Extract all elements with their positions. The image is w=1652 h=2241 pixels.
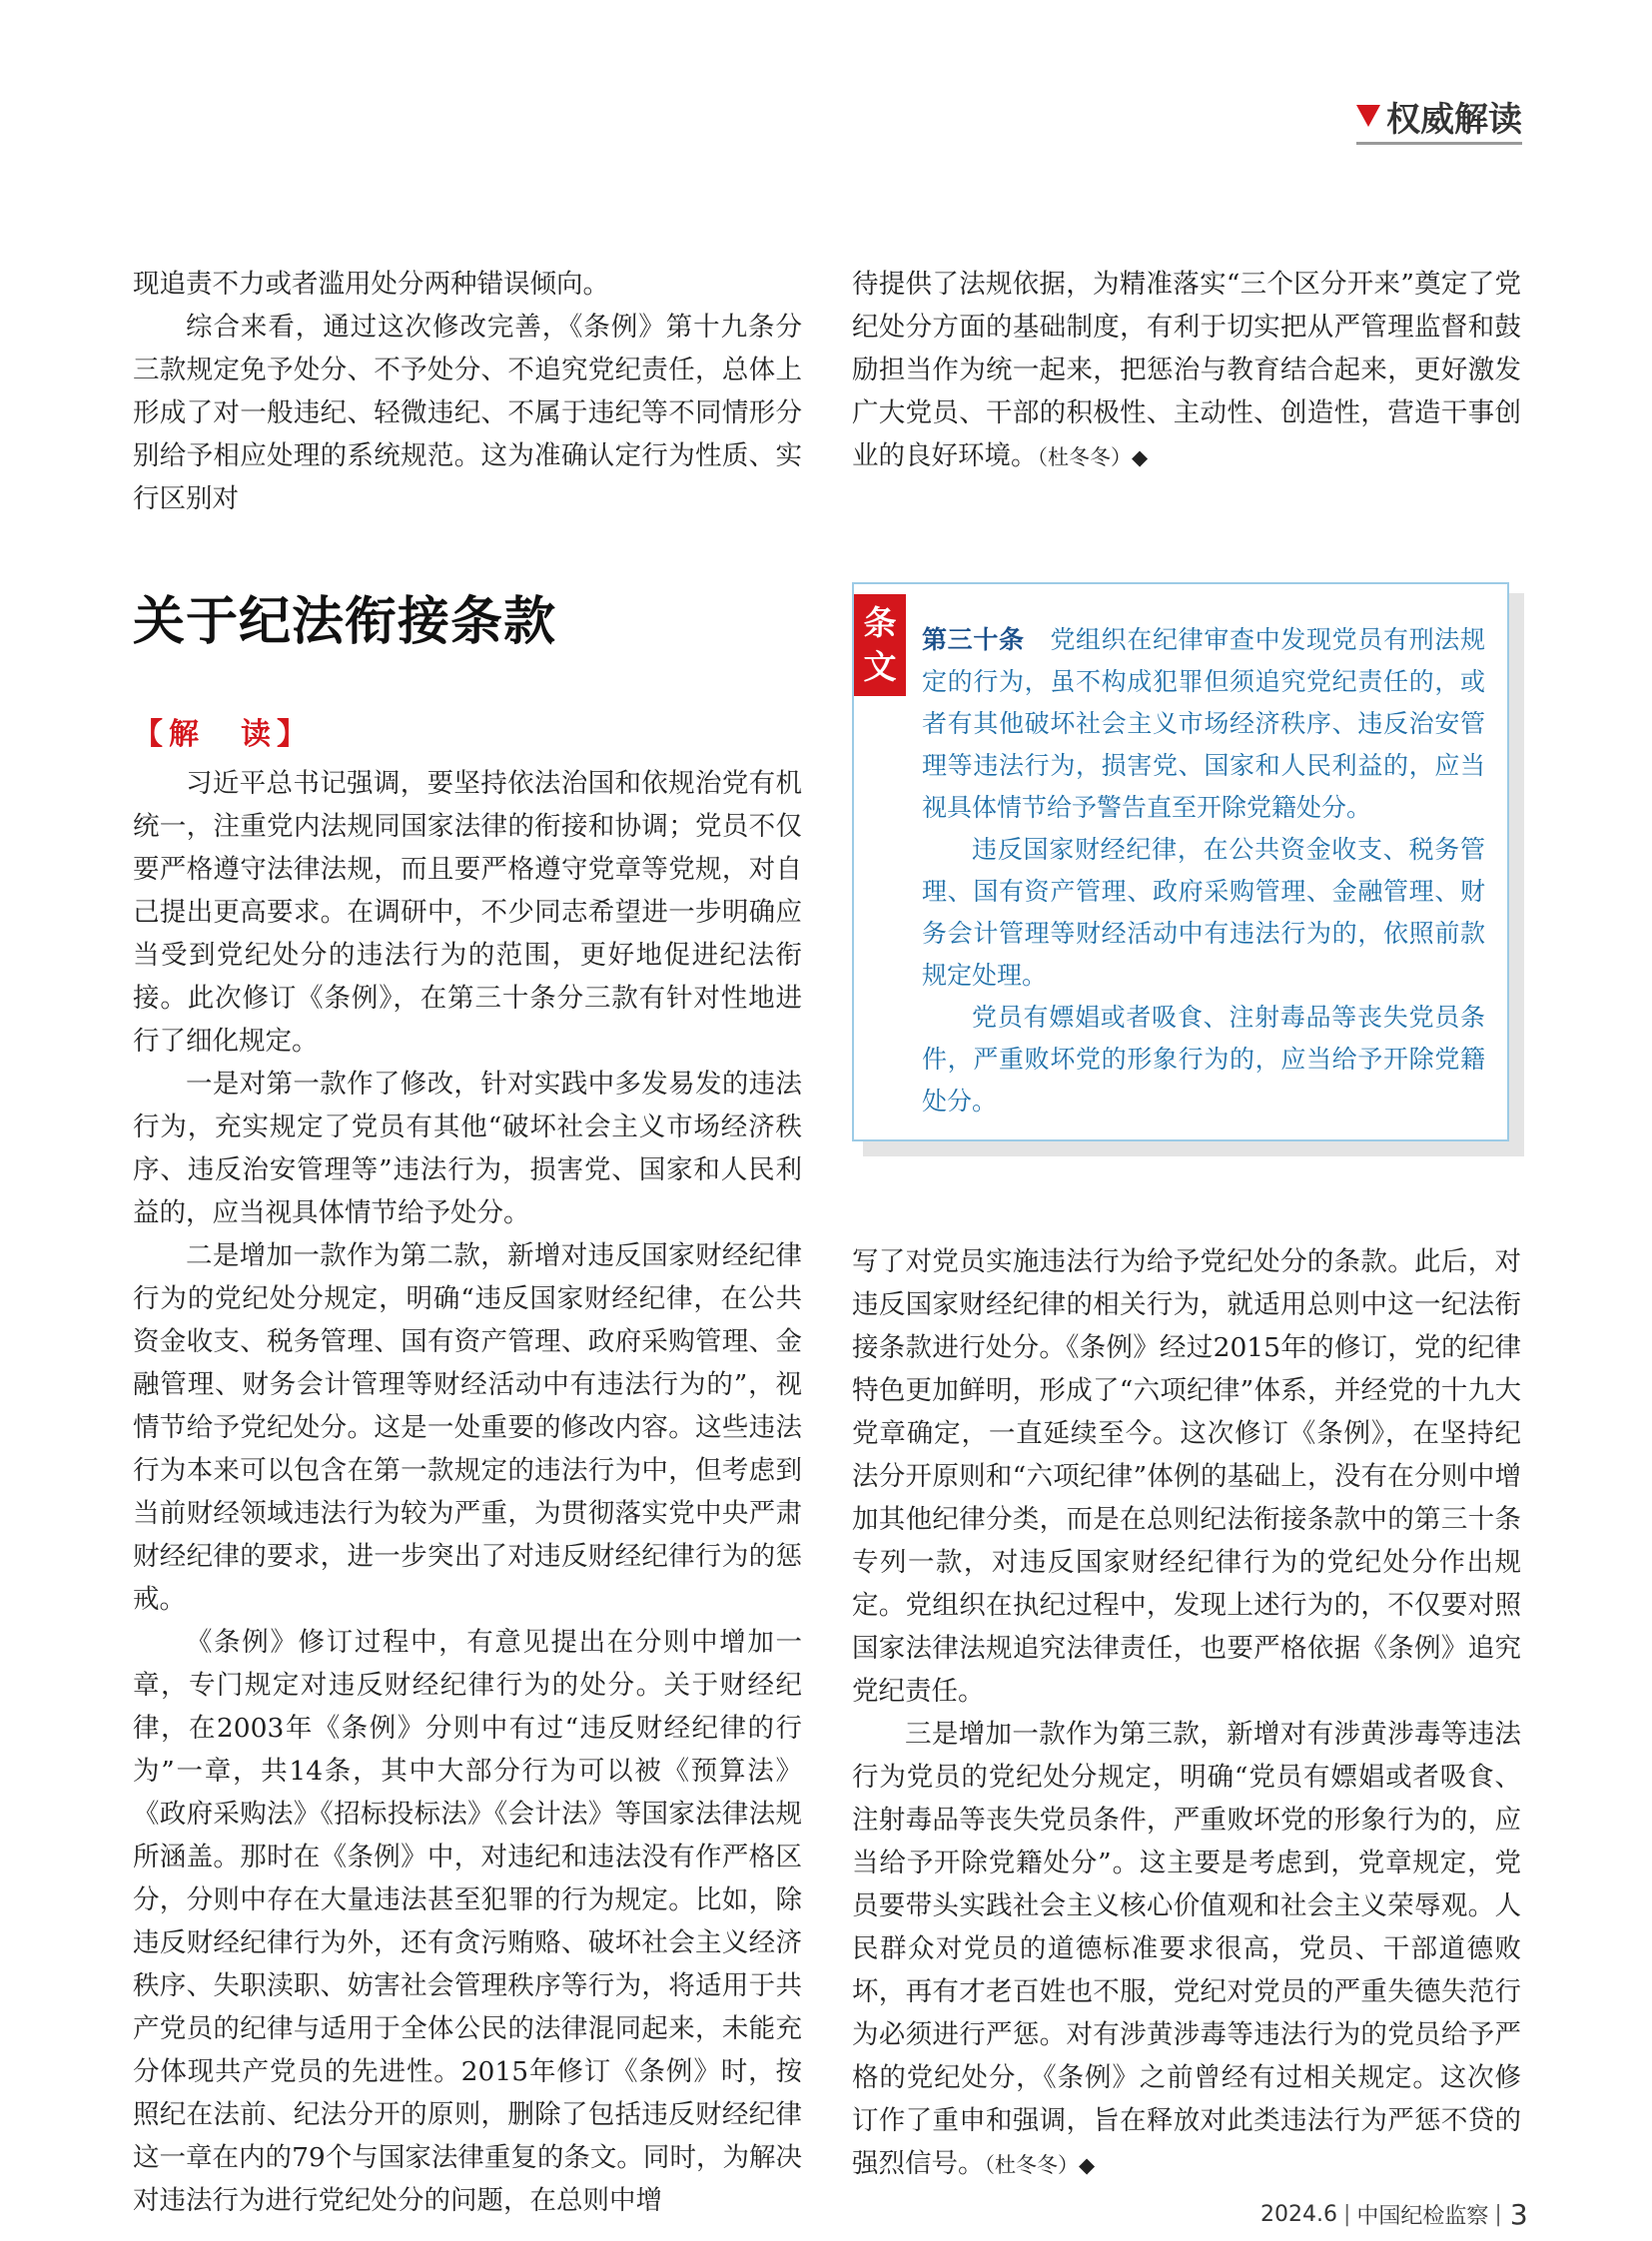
footer-divider: | [1342, 2202, 1351, 2227]
paragraph: 写了对党员实施违法行为给予党纪处分的条款。此后，对违反国家财经纪律的相关行为，就适用总则中这一纪法衔接条款进行处分。《条例》经过2015年的修订，党的纪律特色更加鲜明，形成了“六项纪律”体系，并经党的十九大党章确定，一直延续至今。这次修订《条例》，在坚持纪法分开原则和“六项纪律”体例的基础上，没有在分则中增加其他纪律分类，而是在总则纪法衔接条款中的第三十条专列一款，对违反国家财经纪律行为的党纪处分作出规定。党组织在执纪过程中，发现上述行为的，不仅要对照国家法律法规追究法律责任，也要严格依据《条例》追究党纪责任。 [852, 1246, 1521, 1707]
author-signature: （杜冬冬）◆ [1037, 445, 1149, 469]
paragraph: 现追责不力或者滥用处分两种错误倾向。 [133, 269, 609, 300]
left-column [133, 762, 802, 2222]
article-text [922, 619, 1485, 1122]
article-label [854, 594, 906, 696]
top-left-column [133, 263, 802, 520]
paragraph: 《条例》修订过程中，有意见提出在分则中增加一章，专门规定对违反财经纪律行为的处分。关于财经纪律，在2003年《条例》分则中有过“违反财经纪律的行为”一章，共14条，其中大部分行为可以被《预算法》《政府采购法》《招标投标法》《会计法》等国家法律法规所涵盖。那时在《条例》中，对违纪和违法没有作严格区分，分则中存在大量违法甚至犯罪的行为规定。比如，除违反财经纪律行为外，还有贪污贿赂、破坏社会主义经济秩序、失职渎职、妨害社会管理秩序等行为，将适用于共产党员的纪律与适用于全体公民的法律混同起来，未能充分体现共产党员的先进性。2015年修订《条例》时，按照纪在法前、纪法分开的原则，删除了包括违反财经纪律这一章在内的79个与国家法律重复的条文。同时，为解决对违法行为进行党纪处分的问题，在总则中增 [133, 1627, 802, 2216]
paragraph: 习近平总书记强调，要坚持依法治国和依规治党有机统一，注重党内法规同国家法律的衔接和协调；党员不仅要严格遵守法律法规，而且要严格遵守党章等党规，对自己提出更高要求。在调研中，不少同志希望进一步明确应当受到党纪处分的违法行为的范围，更好地促进纪法衔接。此次修订《条例》，在第三十条分三款有针对性地进行了细化规定。 [133, 768, 802, 1057]
jiedu-label: 【解 读】 [133, 717, 313, 752]
section-tag-label: 权威解读 [1386, 99, 1522, 140]
paragraph: 一是对第一款作了修改，针对实践中多发易发的违法行为，充实规定了党员有其他“破坏社会主义市场经济秩序、违反治安管理等”违法行为，损害党、国家和人民利益的，应当视具体情节给予处分。 [133, 1069, 802, 1228]
author-signature: （杜冬冬）◆ [984, 2153, 1096, 2177]
paragraph-text: 三是增加一款作为第三款，新增对有涉黄涉毒等违法行为党员的党纪处分规定，明确“党员有嫖娼或者吸食、注射毒品等丧失党员条件，严重败坏党的形象行为的，应当给予开除党籍处分”。这主要是考虑到，党章规定，党员要带头实践社会主义核心价值观和社会主义荣辱观。人民群众对党员的道德标准要求很高，党员、干部道德败坏，再有才老百姓也不服，党纪对党员的严重失德失范行为必须进行严惩。对有涉黄涉毒等违法行为的党员给予严格的党纪处分，《条例》之前曾经有过相关规定。这次修订作了重申和强调，旨在释放对此类违法行为严惩不贷的强烈信号。 [852, 1719, 1521, 2179]
top-right-column [852, 263, 1521, 479]
paragraph [852, 1713, 1521, 2187]
article-label-char: 条 [863, 603, 897, 642]
magazine-name: 中国纪检监察 [1356, 2204, 1489, 2229]
section-tag [1356, 94, 1522, 145]
article-paragraph: 党员有嫖娼或者吸食、注射毒品等丧失党员条件，严重败坏党的形象行为的，应当给予开除党籍处分。 [922, 1003, 1485, 1116]
section-heading: 关于纪法衔接条款 [133, 592, 557, 652]
right-column [852, 1240, 1521, 2187]
article-paragraph: 违反国家财经纪律，在公共资金收支、税务管理、国有资产管理、政府采购管理、金融管理、财务会计管理等财经活动中有违法行为的，依照前款规定处理。 [922, 835, 1485, 990]
page-footer [1260, 2198, 1528, 2231]
paragraph: 综合来看，通过这次修改完善，《条例》第十九条分三款规定免予处分、不予处分、不追究党纪责任，总体上形成了对一般违纪、轻微违纪、不属于违纪等不同情形分别给予相应处理的系统规范。这为准确认定行为性质、实行区别对 [133, 312, 802, 514]
triangle-down-icon [1356, 105, 1380, 127]
paragraph-text: 待提供了法规依据，为精准落实“三个区分开来”奠定了党纪处分方面的基础制度，有利于切实把从严管理监督和鼓励担当作为统一起来，把惩治与教育结合起来，更好激发广大党员、干部的积极性、主动性、创造性，营造干事创业的良好环境。 [852, 269, 1521, 471]
paragraph [852, 263, 1521, 479]
article-paragraph [922, 619, 1485, 829]
paragraph: 二是增加一款作为第二款，新增对违反国家财经纪律行为的党纪处分规定，明确“违反国家财经纪律，在公共资金收支、税务管理、国有资产管理、政府采购管理、金融管理、财务会计管理等财经活动中有违法行为的”，视情节给予党纪处分。这是一处重要的修改内容。这些违法行为本来可以包含在第一款规定的违法行为中，但考虑到当前财经领域违法行为较为严重，为贯彻落实党中央严肃财经纪律的要求，进一步突出了对违反财经纪律行为的惩戒。 [133, 1240, 802, 1615]
issue-date: 2024.6 [1260, 2202, 1337, 2227]
article-paragraph-text: 党组织在纪律审查中发现党员有刑法规定的行为，虽不构成犯罪但须追究党纪责任的，或者有其他破坏社会主义市场经济秩序、违反治安管理等违法行为，损害党、国家和人民利益的，应当视具体情节给予警告直至开除党籍处分。 [922, 625, 1485, 822]
article-number: 第三十条 [922, 625, 1025, 654]
page-number: 3 [1509, 2198, 1528, 2231]
article-label-char: 文 [863, 647, 897, 686]
footer-divider: | [1494, 2202, 1502, 2227]
